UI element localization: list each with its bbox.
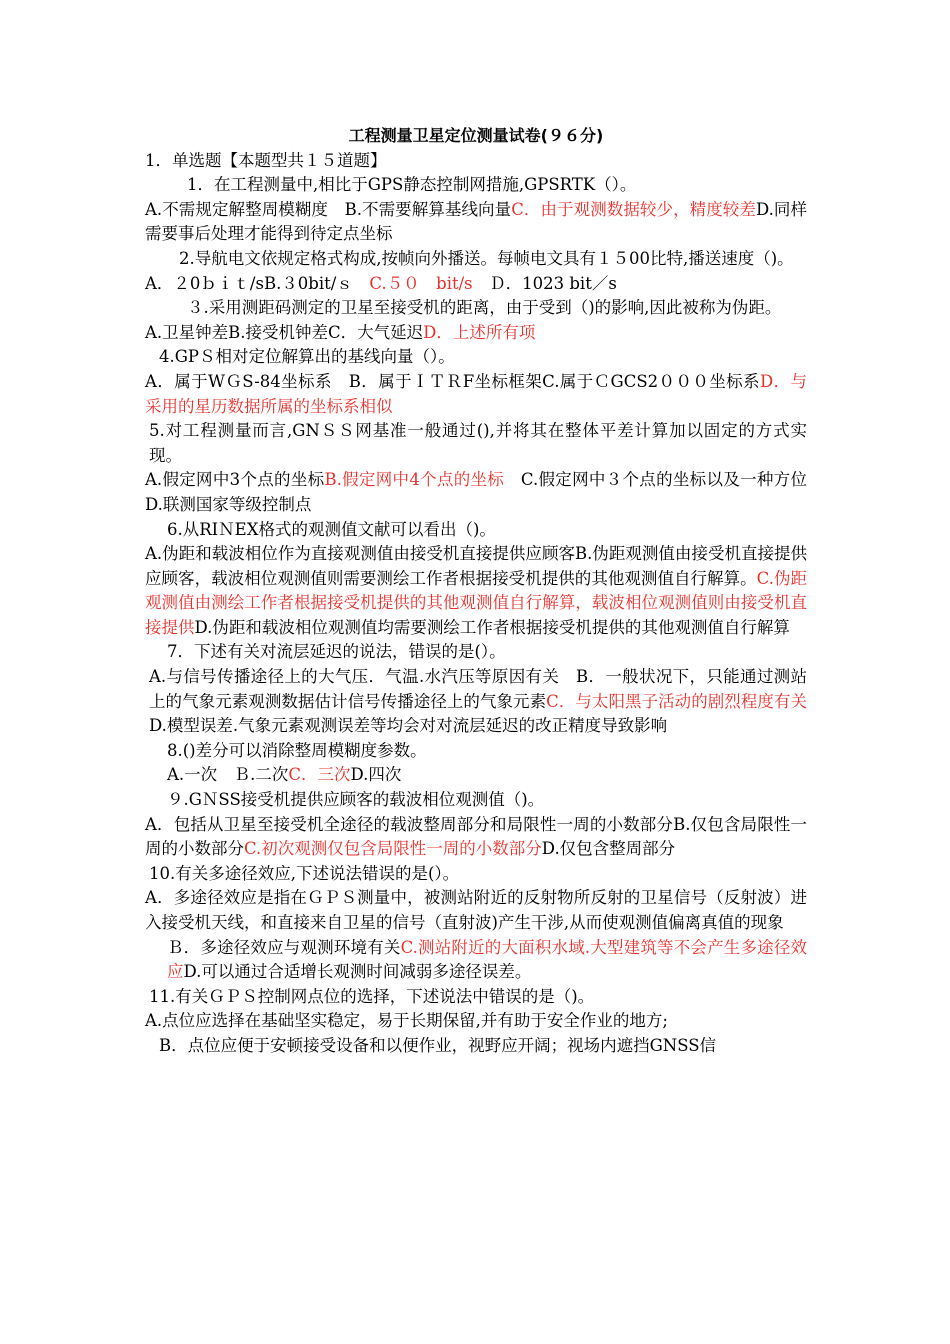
question-6: 6.从RIＮEX格式的观测值文献可以看出（)。 [167, 519, 496, 539]
question-3-options [145, 321, 807, 346]
answer-highlight: C．三次 [288, 765, 351, 785]
question-4-options [145, 370, 807, 419]
option-text: A．２0ｂｉｔ/sB.３0bit/ｓ [145, 273, 370, 293]
option-text: C.假定网中３个点的坐标以及一种方位D.联测国家等级控制点 [145, 470, 807, 514]
question-11-option-b: B．点位应便于安顿接受设备和以便作业，视野应开阔；视场内遮挡GNSS信 [159, 1035, 717, 1055]
answer-highlight: C.伪距观测值由测绘工作者根据接受机提供的其他观测值自行解算，载波相位观测值则由接受机直接提供 [145, 568, 807, 637]
question-10: 10.有关多途径效应,下述说法错误的是(）。 [149, 863, 460, 883]
question-9: ９.GＮSS接受机提供应顾客的载波相位观测值（)。 [167, 790, 545, 810]
question-8: 8.()差分可以消除整周模糊度参数。 [167, 740, 427, 760]
answer-highlight: C.测站附近的大面积水域.大型建筑等不会产生多途径效应 [167, 937, 808, 982]
option-text: A.与信号传播途径上的大气压．气温.水汽压等原因有关 B．一般状况下，只能通过测站上的气象元素观测数据估计信号传播途径上的气象元素 [149, 667, 807, 711]
option-text: D.四次 [350, 765, 402, 785]
answer-highlight: D．上述所有项 [423, 322, 536, 342]
question-2: 2.导航电文依规定格式构成,按帧向外播送。每帧电文具有１５00比特,播送速度（)。 [179, 248, 794, 268]
option-text: D.伪距和载波相位观测值均需要测绘工作者根据接受机提供的其他观测值自行解算 [194, 617, 790, 637]
exam-title: 工程测量卫星定位测量试卷(９６分) [348, 126, 604, 145]
answer-highlight: C．与太阳黑子活动的剧烈程度有关 [546, 691, 808, 711]
question-9-options [145, 813, 807, 862]
question-10-option-a: A．多途径效应是指在ＧＰＳ测量中，被测站附近的反射物所反射的卫星信号（反射波）进入接受机天线，和直接来自卫星的信号（直射波)产生干涉,从而使观测值偏离真值的现象 [145, 888, 807, 932]
answer-highlight: C.初次观测仅包含局限性一周的小数部分 [244, 839, 542, 859]
question-4: 4.GPＳ相对定位解算出的基线向量（）。 [159, 347, 455, 367]
option-text: D.可以通过合适增长观测时间减弱多途径误差。 [183, 962, 532, 982]
option-text: D.同样需要事后处理才能得到待定点坐标 [145, 199, 808, 244]
question-1-options [145, 198, 807, 247]
question-7: 7．下述有关对流层延迟的说法，错误的是(）。 [167, 642, 506, 662]
exam-content [145, 124, 807, 1059]
question-11-option-a: A.点位应选择在基础坚实稳定，易于长期保留,并有助于安全作业的地方; [145, 1011, 668, 1031]
option-text: A．属于WＧS-84坐标系 B．属于ＩＴＲF坐标框架C.属于ＣGCS2０００坐标系 [145, 371, 760, 391]
option-text: Ｂ．多途径效应与观测环境有关 [167, 937, 401, 957]
option-text: A.卫星钟差B.接受机钟差C．大气延迟 [145, 322, 424, 342]
question-2-options [145, 272, 807, 297]
option-text: Ｄ．1023 bit／s [489, 273, 617, 293]
option-text: D.模型误差.气象元素观测误差等均会对对流层延迟的改正精度导致影响 [149, 716, 668, 736]
question-8-options [145, 763, 807, 788]
question-7-options [145, 665, 807, 739]
question-10-options-bcd [145, 936, 807, 985]
option-text: A.一次 Ｂ.二次 [167, 765, 289, 785]
answer-highlight: B.假定网中4个点的坐标 [324, 470, 505, 490]
answer-highlight: C.５０ bit/s [369, 273, 473, 293]
question-3: ３.采用测距码测定的卫星至接受机的距离，由于受到（)的影响,因此被称为伪距。 [187, 298, 782, 318]
answer-highlight: C．由于观测数据较少，精度较差 [511, 199, 756, 219]
section-heading: 1．单选题【本题型共１５道题】 [145, 150, 387, 170]
question-6-options [145, 542, 807, 640]
question-1: 1．在工程测量中,相比于GPS静态控制网措施,GPSRTK（）。 [187, 175, 637, 195]
question-11: 11.有关ＧＰＳ控制网点位的选择，下述说法中错误的是（)。 [149, 986, 595, 1006]
option-text: A．包括从卫星至接受机全途径的载波整周部分和局限性一周的小数部分B.仅包含局限性一周的小数部分 [145, 814, 807, 859]
option-text: A.假定网中3个点的坐标 [145, 470, 325, 490]
answer-highlight: D．与采用的星历数据所属的坐标系相似 [145, 371, 807, 416]
question-5-options [145, 468, 807, 517]
option-text: A.伪距和载波相位作为直接观测值由接受机直接提供应顾客B.伪距观测值由接受机直接提供应顾客，载波相位观测值则需要测绘工作者根据接受机提供的其他观测值自行解算。 [145, 544, 807, 588]
option-text: A.不需规定解整周模糊度 B.不需要解算基线向量 [145, 199, 512, 219]
option-text: D.仅包含整周部分 [541, 839, 676, 859]
question-5: 5.对工程测量而言,GNＳＳ网基准一般通过(),并将其在整体平差计算加以固定的方式实现。 [149, 421, 807, 465]
